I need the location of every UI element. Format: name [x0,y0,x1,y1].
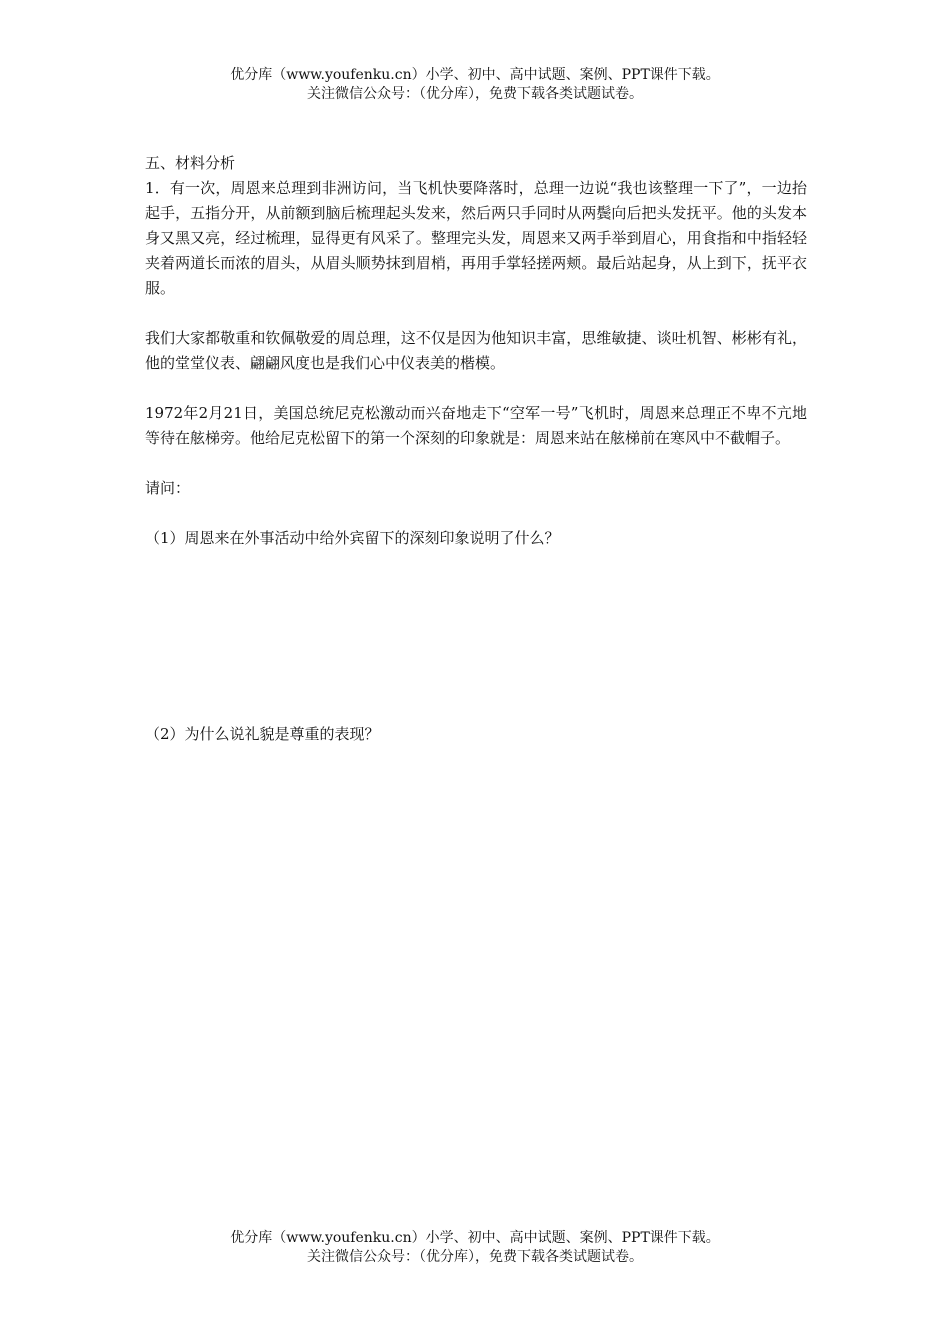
paragraph-spacer [145,501,807,526]
footer-line-2: 关注微信公众号：（优分库），免费下载各类试题试卷。 [307,1249,643,1265]
header-line-1: 优分库（www.youfenku.cn）小学、初中、高中试题、案例、PPT课件下载。 [230,67,720,83]
material-paragraph-1: 1．有一次，周恩来总理到非洲访问，当飞机快要降落时，总理一边说“我也该整理一下了”，一边抬起手，五指分开，从前额到脑后梳理起头发来，然后两只手同时从两鬓向后把头发抚平。他的头发本身又黑又亮，经过梳理，显得更有风采了。整理完头发，周恩来又两手举到眉心，用食指和中指轻轻夹着两道长而浓的眉头，从眉头顺势抹到眉梢，再用手掌轻搓两颊。最后站起身，从上到下，抚平衣服。 [145,179,807,297]
material-paragraph-3: 1972年2月21日，美国总统尼克松激动而兴奋地走下“空军一号”飞机时，周恩来总理正不卑不亢地等待在舷梯旁。他给尼克松留下的第一个深刻的印象就是：周恩来站在舷梯前在寒风中不截帽子。 [145,404,807,447]
section-title: 五、材料分析 [145,154,236,172]
question-1: （1）周恩来在外事活动中给外宾留下的深刻印象说明了什么？ [145,529,560,547]
material-paragraph-2: 我们大家都敬重和钦佩敬爱的周总理，这不仅是因为他知识丰富，思维敏捷、谈吐机智、彬彬有礼，他的堂堂仪表、翩翩风度也是我们心中仪表美的楷模。 [145,329,807,372]
page-footer [0,1229,950,1267]
header-line-2: 关注微信公众号：（优分库），免费下载各类试题试卷。 [307,86,643,102]
page-header [0,66,950,104]
footer-line-1: 优分库（www.youfenku.cn）小学、初中、高中试题、案例、PPT课件下载。 [230,1230,720,1246]
paragraph-spacer [145,301,807,326]
question-prompt: 请问： [145,479,191,497]
paragraph-spacer [145,451,807,476]
question-2: （2）为什么说礼貌是尊重的表现？ [145,725,380,743]
answer-space-1 [145,551,807,722]
paragraph-spacer [145,376,807,401]
document-body [145,151,807,747]
